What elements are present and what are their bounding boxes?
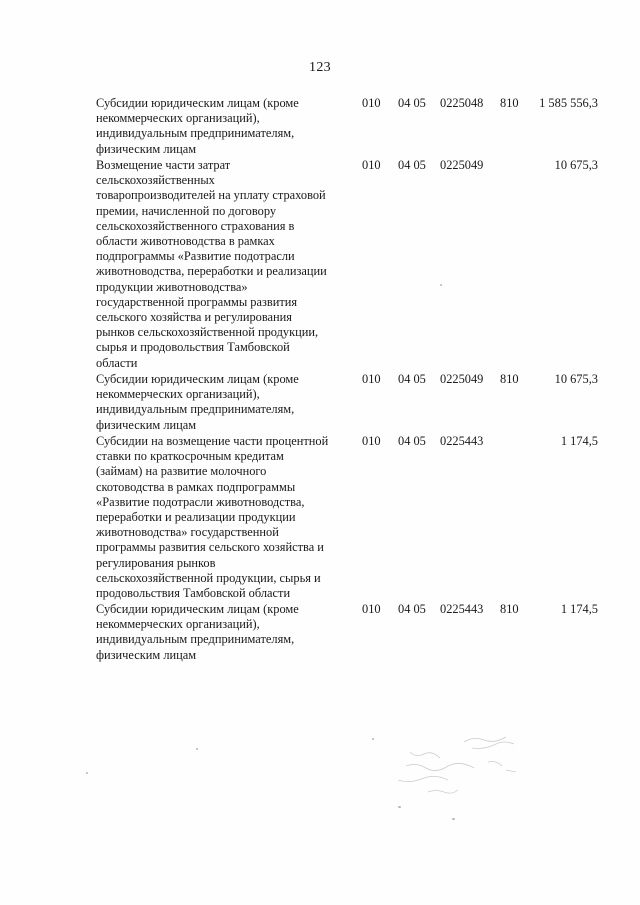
- description-line: Субсидии на возмещение части процентной: [96, 434, 329, 448]
- amount: 10 675,3: [554, 158, 598, 172]
- description-line: сельскохозяйственной продукции, сырья и: [96, 570, 321, 585]
- description-line: животноводства» государственной: [96, 525, 279, 540]
- description-line: подпрограммы «Развитие подотрасли: [96, 249, 295, 264]
- description-line: переработки и реализации продукции: [96, 510, 296, 525]
- description-line: премии, начисленной по договору: [96, 203, 277, 218]
- amount: 1 174,5: [560, 602, 598, 616]
- description-line: физическим лицам: [96, 417, 197, 432]
- scan-speck: [452, 818, 455, 820]
- faint-signature-marks: [368, 722, 538, 812]
- scan-speck: [196, 748, 198, 750]
- scan-speck: [398, 806, 401, 808]
- grbs-code: 010: [362, 158, 381, 172]
- scan-speck: [440, 284, 442, 286]
- description-line: сырья и продовольствия Тамбовской: [96, 340, 290, 355]
- description-line: ставки по краткосрочным кредитам: [96, 449, 284, 464]
- section-code: 04 05: [398, 158, 426, 172]
- scan-speck: [86, 772, 88, 774]
- target-article-code: 0225048: [440, 96, 484, 110]
- description-line: скотоводства в рамках подпрограммы: [96, 479, 296, 494]
- amount: 1 585 556,3: [539, 96, 598, 110]
- section-code: 04 05: [398, 434, 426, 448]
- row-description: [96, 434, 354, 601]
- description-line: продукции животноводства»: [96, 279, 248, 294]
- description-line: некоммерческих организаций),: [96, 387, 260, 402]
- description-line: физическим лицам: [96, 647, 197, 662]
- target-article-code: 0225049: [440, 158, 484, 172]
- expense-type-code: 810: [500, 96, 519, 110]
- row-description: [96, 602, 354, 663]
- section-code: 04 05: [398, 96, 426, 110]
- section-code: 04 05: [398, 372, 426, 386]
- description-line: государственной программы развития: [96, 294, 298, 309]
- section-code: 04 05: [398, 602, 426, 616]
- row-description: [96, 96, 354, 157]
- target-article-code: 0225049: [440, 372, 484, 386]
- description-line: индивидуальным предпринимателям,: [96, 632, 295, 647]
- target-article-code: 0225443: [440, 434, 484, 448]
- description-line: индивидуальным предпринимателям,: [96, 126, 295, 141]
- description-line: регулирования рынков: [96, 555, 216, 570]
- description-line: некоммерческих организаций),: [96, 111, 260, 126]
- grbs-code: 010: [362, 96, 381, 110]
- description-line: (займам) на развитие молочного: [96, 464, 267, 479]
- page-number: 123: [309, 60, 331, 75]
- description-line: товаропроизводителей на уплату страховой: [96, 188, 326, 203]
- description-line: рынков сельскохозяйственной продукции,: [96, 325, 319, 340]
- expense-type-code: 810: [500, 372, 519, 386]
- target-article-code: 0225443: [440, 602, 484, 616]
- description-line: сельскохозяйственного страхования в: [96, 218, 295, 233]
- description-line: продовольствия Тамбовской области: [96, 586, 291, 601]
- description-line: Субсидии юридическим лицам (кроме: [96, 602, 299, 616]
- description-line: физическим лицам: [96, 141, 197, 156]
- description-line: животноводства, переработки и реализации: [96, 264, 327, 279]
- description-line: Субсидии юридическим лицам (кроме: [96, 372, 299, 386]
- scan-speck: [372, 738, 374, 740]
- row-description: [96, 372, 354, 433]
- description-line: «Развитие подотрасли животноводства,: [96, 494, 305, 509]
- grbs-code: 010: [362, 434, 381, 448]
- amount: 10 675,3: [554, 372, 598, 386]
- description-line: некоммерческих организаций),: [96, 617, 260, 632]
- description-line: сельскохозяйственных: [96, 173, 215, 188]
- description-line: индивидуальным предпринимателям,: [96, 402, 295, 417]
- expense-type-code: 810: [500, 602, 519, 616]
- grbs-code: 010: [362, 372, 381, 386]
- description-line: области: [96, 355, 138, 370]
- description-line: сельского хозяйства и регулирования: [96, 310, 292, 325]
- row-description: [96, 158, 354, 371]
- description-line: области животноводства в рамках: [96, 234, 275, 249]
- description-line: программы развития сельского хозяйства и: [96, 540, 324, 555]
- grbs-code: 010: [362, 602, 381, 616]
- amount: 1 174,5: [560, 434, 598, 448]
- description-line: Субсидии юридическим лицам (кроме: [96, 96, 299, 110]
- description-line: Возмещение части затрат: [96, 158, 231, 172]
